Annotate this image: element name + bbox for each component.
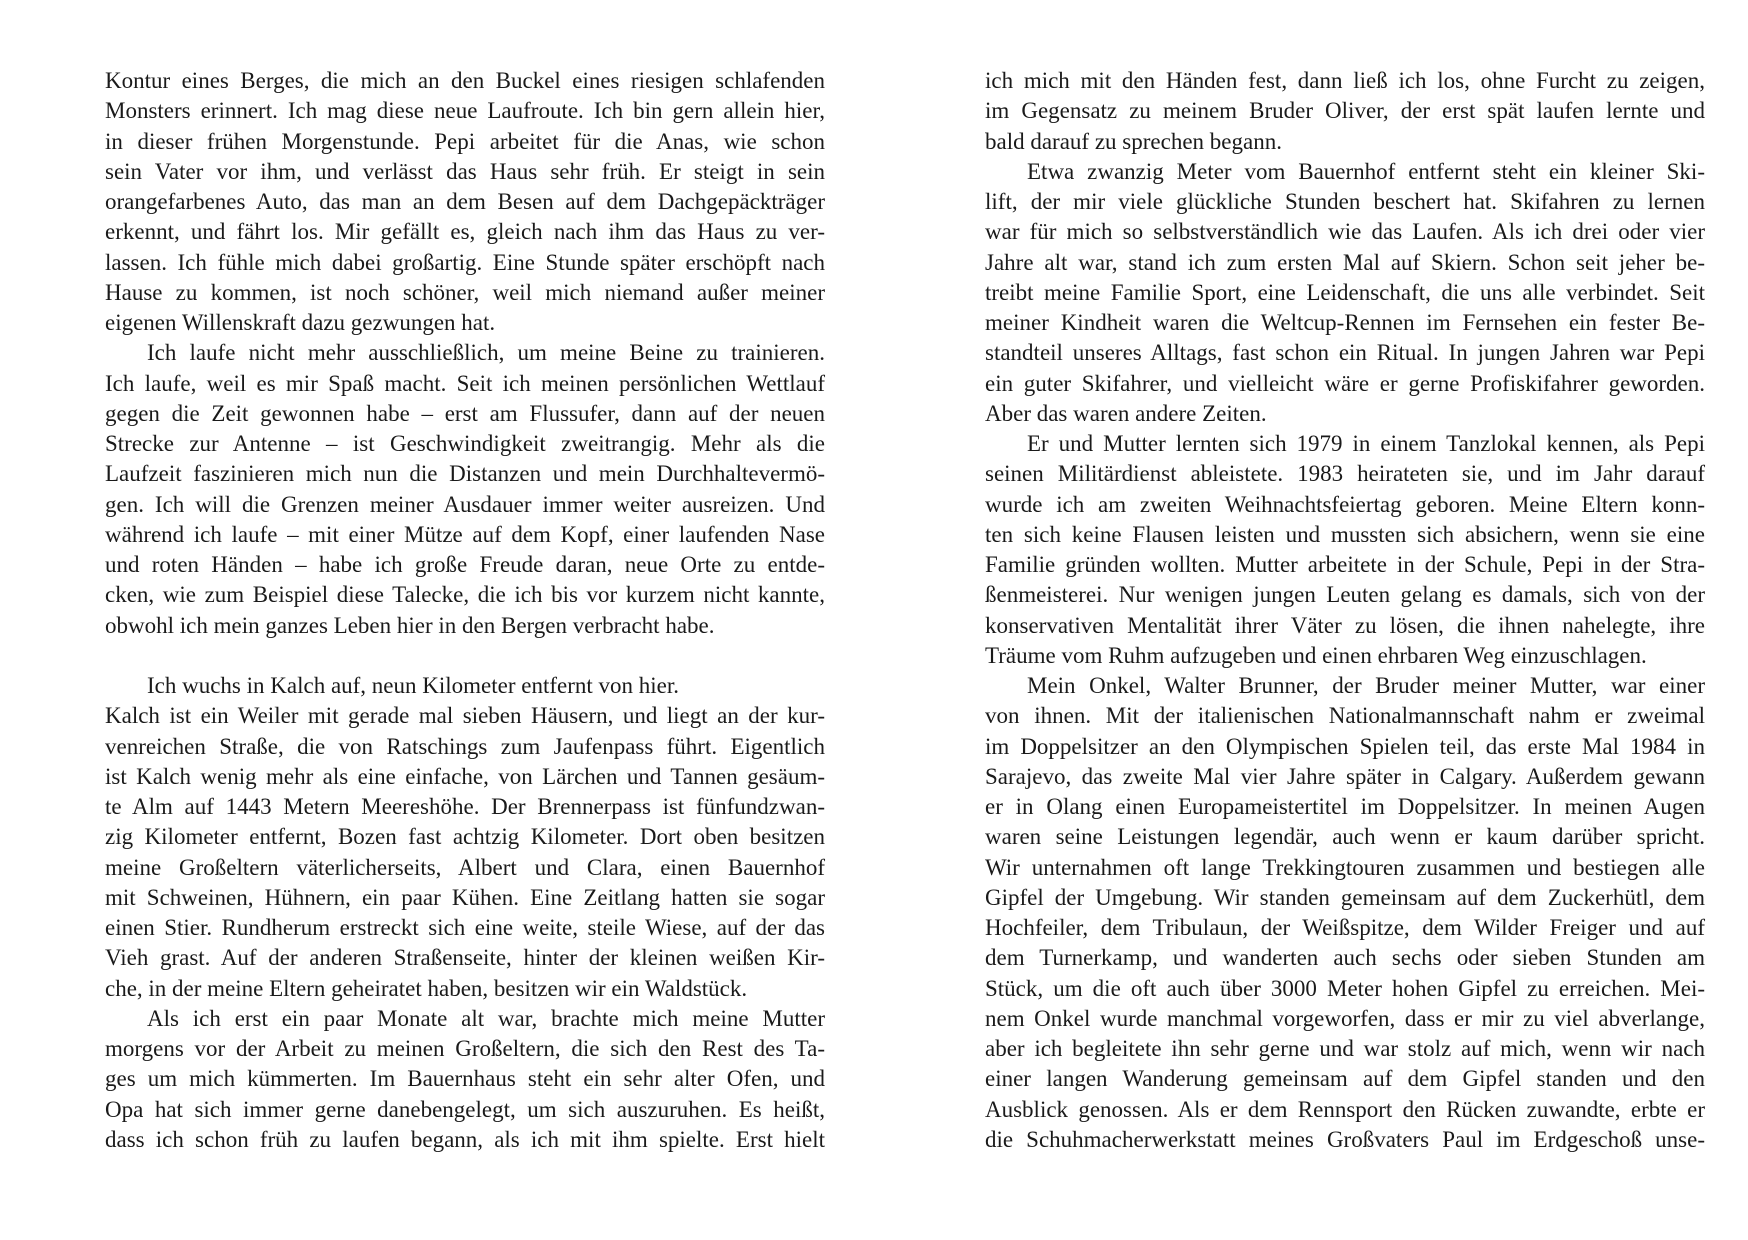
text-line: venreichen Straße, die von Ratschings zum Jaufenpass führt. Eigentlich [105, 733, 825, 759]
text-line: lassen. Ich fühle mich dabei großartig. Eine Stunde später erschöpft nach [105, 249, 825, 275]
text-line: Kalch ist ein Weiler mit gerade mal sieben Häusern, und liegt an der kur- [105, 703, 825, 729]
text-line: wurde ich am zweiten Weihnachtsfeiertag geboren. Meine Eltern konn- [985, 491, 1705, 517]
text-line: er in Olang einen Europameistertitel im Doppelsitzer. In meinen Augen [985, 794, 1705, 819]
text-line: und roten Händen – habe ich große Freude daran, neue Orte zu entde- [105, 552, 825, 577]
text-line: obwohl ich mein ganzes Leben hier in den Bergen verbracht habe. [105, 612, 715, 638]
text-line: nem Onkel wurde manchmal vorgeworfen, dass er mir zu viel abverlange, [985, 1005, 1705, 1031]
text-line: Stück, um die oft auch über 3000 Meter hohen Gipfel zu erreichen. Mei- [985, 975, 1705, 1001]
text-line: erkennt, und fährt los. Mir gefällt es, gleich nach ihm das Haus zu ver- [105, 219, 825, 245]
text-line: Ausblick genossen. Als er dem Rennsport den Rücken zuwandte, erbte er [985, 1096, 1705, 1122]
text-line: Strecke zur Antenne – ist Geschwindigkeit zweitrangig. Mehr als die [105, 431, 825, 456]
text-line: Als ich erst ein paar Monate alt war, brachte mich meine Mutter [147, 1005, 825, 1031]
text-line: te Alm auf 1443 Metern Meereshöhe. Der Brennerpass ist fünfundzwan- [105, 794, 825, 819]
text-line: die Schuhmacherwerkstatt meines Großvaters Paul im Erdgeschoß unse- [985, 1126, 1705, 1152]
text-line: im Gegensatz zu meinem Bruder Oliver, der erst spät laufen lernte und [985, 98, 1705, 124]
text-line: Träume vom Ruhm aufzugeben und einen ehrbaren Weg einzuschlagen. [985, 642, 1647, 668]
text-line: ges um mich kümmerten. Im Bauernhaus steht ein sehr alter Ofen, und [105, 1066, 825, 1092]
text-line: meine Großeltern väterlicherseits, Albert und Clara, einen Bauernhof [105, 854, 825, 880]
text-line: orangefarbenes Auto, das man an dem Besen auf dem Dachgepäckträger [105, 189, 825, 214]
text-line: Ich laufe, weil es mir Spaß macht. Seit ich meinen persönlichen Wettlauf [105, 370, 825, 396]
text-line: Kontur eines Berges, die mich an den Buckel eines riesigen schlafenden [105, 68, 825, 93]
text-line: eigenen Willenskraft dazu gezwungen hat. [105, 310, 496, 335]
text-line: Er und Mutter lernten sich 1979 in einem Tanzlokal kennen, als Pepi [1027, 431, 1705, 456]
text-line: zig Kilometer entfernt, Bozen fast achtzig Kilometer. Dort oben besitzen [105, 824, 825, 850]
text-line: Hochfeiler, dem Tribulaun, der Weißspitze, dem Wilder Freiger und auf [985, 915, 1705, 940]
text-line: meiner Kindheit waren die Weltcup-Rennen im Fernsehen ein fester Be- [985, 310, 1705, 335]
text-line: Gipfel der Umgebung. Wir standen gemeinsam auf dem Zuckerhütl, dem [985, 884, 1705, 910]
text-line: ein guter Skifahrer, und vielleicht wäre er gerne Profiskifahrer geworden. [985, 370, 1705, 396]
text-line: dem Turnerkamp, und wanderten auch sechs oder sieben Stunden am [985, 945, 1705, 971]
text-line: sein Vater vor ihm, und verlässt das Haus sehr früh. Er steigt in sein [105, 158, 825, 184]
right-page [985, 66, 1705, 1155]
text-line: Laufzeit faszinieren mich nun die Distanzen und mein Durchhaltevermö- [105, 461, 825, 487]
text-line: cken, wie zum Beispiel diese Talecke, die ich bis vor kurzem nicht kannte, [105, 582, 825, 608]
text-line: Jahre alt war, stand ich zum ersten Mal auf Skiern. Schon seit jeher be- [985, 249, 1705, 275]
text-line: Aber das waren andere Zeiten. [985, 400, 1267, 426]
text-line: ßenmeisterei. Nur wenigen jungen Leuten gelang es damals, sich von der [985, 582, 1705, 608]
text-line: che, in der meine Eltern geheiratet haben, besitzen wir ein Waldstück. [105, 975, 748, 1001]
text-line: gegen die Zeit gewonnen habe – erst am Flussufer, dann auf der neuen [105, 400, 825, 426]
text-line: im Doppelsitzer an den Olympischen Spielen teil, das erste Mal 1984 in [985, 733, 1705, 759]
text-line [105, 641, 825, 671]
text-line: gen. Ich will die Grenzen meiner Ausdauer immer weiter ausreizen. Und [105, 491, 825, 517]
text-line: Mein Onkel, Walter Brunner, der Bruder meiner Mutter, war einer [1027, 673, 1705, 698]
text-line: einen Stier. Rundherum erstreckt sich eine weite, steile Wiese, auf der das [105, 915, 825, 940]
text-line: Sarajevo, das zweite Mal vier Jahre später in Calgary. Außerdem gewann [985, 763, 1705, 789]
text-line: treibt meine Familie Sport, eine Leidenschaft, die uns alle verbindet. Seit [985, 279, 1705, 305]
text-line: Opa hat sich immer gerne danebengelegt, um sich auszuruhen. Es heißt, [105, 1096, 825, 1122]
left-page [105, 66, 825, 1155]
text-line: seinen Militärdienst ableistete. 1983 heirateten sie, und im Jahr darauf [985, 461, 1705, 487]
text-line: standteil unseres Alltags, fast schon ein Ritual. In jungen Jahren war Pepi [985, 340, 1705, 366]
text-line: in dieser frühen Morgenstunde. Pepi arbeitet für die Anas, wie schon [105, 128, 825, 154]
text-line: war für mich so selbstverständlich wie das Laufen. Als ich drei oder vier [985, 219, 1705, 245]
text-line: ich mich mit den Händen fest, dann ließ ich los, ohne Furcht zu zeigen, [985, 68, 1705, 93]
text-line: einer langen Wanderung gemeinsam auf dem Gipfel standen und den [985, 1066, 1705, 1092]
text-line: Hause zu kommen, ist noch schöner, weil mich niemand außer meiner [105, 279, 825, 305]
text-line: ist Kalch wenig mehr als eine einfache, von Lärchen und Tannen gesäum- [105, 763, 825, 789]
text-line: Ich laufe nicht mehr ausschließlich, um meine Beine zu trainieren. [147, 340, 825, 366]
text-line: morgens vor der Arbeit zu meinen Großeltern, die sich den Rest des Ta- [105, 1036, 825, 1061]
text-line: Familie gründen wollten. Mutter arbeitete in der Schule, Pepi in der Stra- [985, 552, 1705, 577]
text-line: bald darauf zu sprechen begann. [985, 128, 1282, 154]
text-line: während ich laufe – mit einer Mütze auf dem Kopf, einer laufenden Nase [105, 521, 825, 547]
text-line: Ich wuchs in Kalch auf, neun Kilometer entfernt von hier. [147, 673, 680, 698]
text-line: dass ich schon früh zu laufen begann, als ich mit ihm spielte. Erst hielt [105, 1126, 825, 1152]
text-line: aber ich begleitete ihn sehr gerne und war stolz auf mich, wenn wir nach [985, 1036, 1705, 1061]
text-line: mit Schweinen, Hühnern, ein paar Kühen. Eine Zeitlang hatten sie sogar [105, 884, 825, 910]
text-line: von ihnen. Mit der italienischen Nationalmannschaft nahm er zweimal [985, 703, 1705, 729]
text-line: Etwa zwanzig Meter vom Bauernhof entfernt steht ein kleiner Ski- [1027, 158, 1705, 184]
text-line: lift, der mir viele glückliche Stunden beschert hat. Skifahren zu lernen [985, 189, 1705, 214]
text-line: konservativen Mentalität ihrer Väter zu lösen, die ihnen nahelegte, ihre [985, 612, 1705, 638]
text-line: Vieh grast. Auf der anderen Straßenseite, hinter der kleinen weißen Kir- [105, 945, 825, 971]
text-line: ten sich keine Flausen leisten und mussten sich absichern, wenn sie eine [985, 521, 1705, 547]
text-line: waren seine Leistungen legendär, auch wenn er kaum darüber spricht. [985, 824, 1705, 850]
text-line: Wir unternahmen oft lange Trekkingtouren zusammen und bestiegen alle [985, 854, 1705, 880]
text-line: Monsters erinnert. Ich mag diese neue Laufroute. Ich bin gern allein hier, [105, 98, 825, 124]
